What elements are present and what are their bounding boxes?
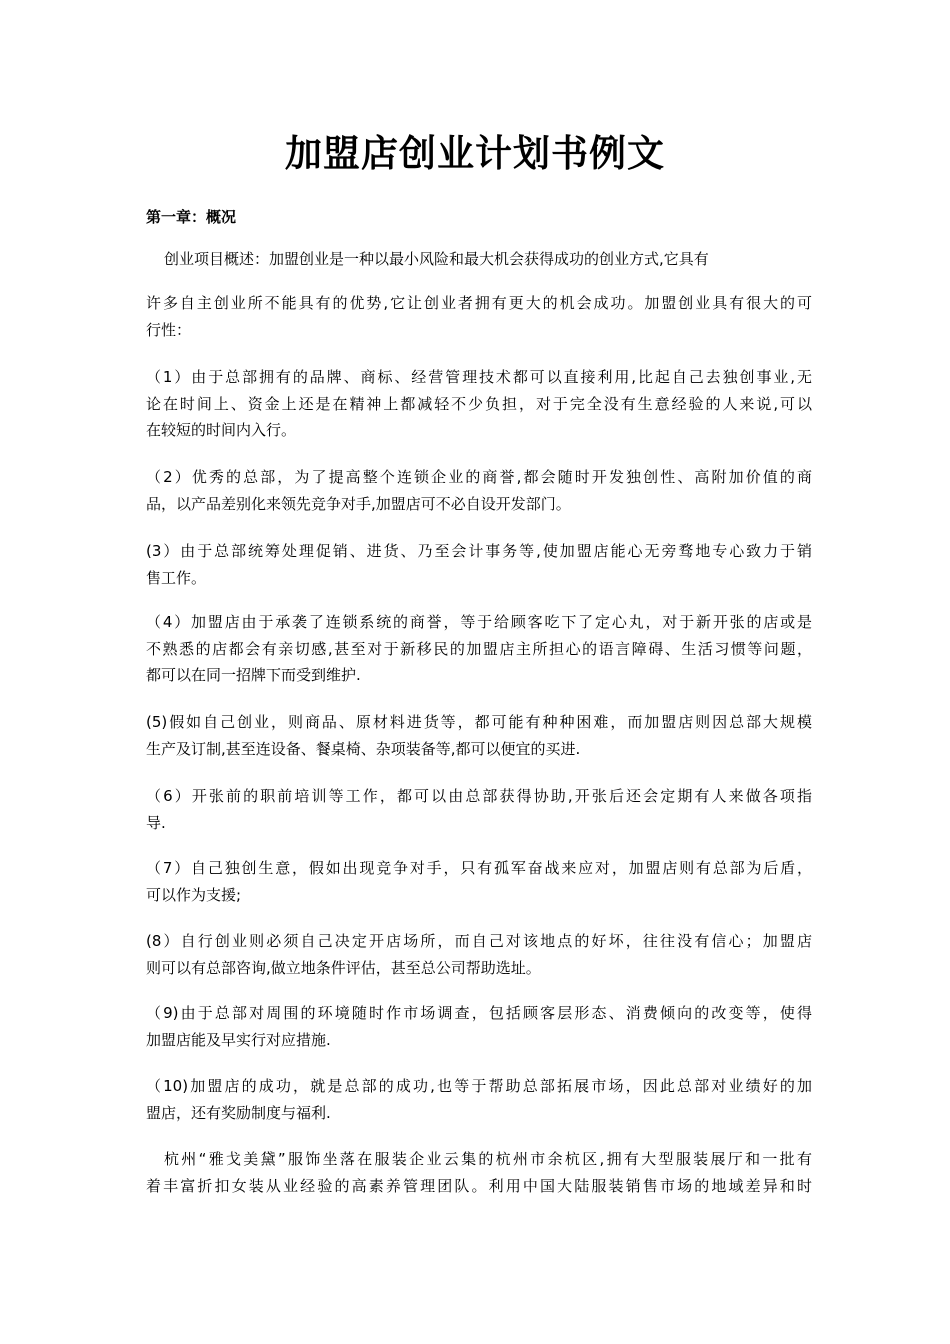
paragraph-line: 行性： bbox=[146, 320, 192, 339]
paragraph-line: （2）优秀的总部，为了提高整个连锁企业的商誉,都会随时开发独创性、高附加价值的商 bbox=[146, 468, 812, 486]
paragraph-item-10 bbox=[146, 1073, 812, 1126]
document-title: 加盟店创业计划书例文 bbox=[285, 132, 665, 175]
paragraph-line: 盟店，还有奖励制度与福利. bbox=[146, 1103, 331, 1122]
paragraph-line: 都可以在同一招牌下而受到维护. bbox=[146, 666, 361, 684]
paragraph-item-1 bbox=[146, 364, 812, 444]
paragraph-line: 着丰富折扣女装从业经验的高素养管理团队。利用中国大陆服装销售市场的地域差异和时 bbox=[146, 1176, 812, 1195]
chapter-heading: 第一章：概况 bbox=[146, 208, 237, 226]
paragraph-line: （7）自己独创生意，假如出现竞争对手，只有孤军奋战来应对，加盟店则有总部为后盾， bbox=[146, 859, 812, 877]
paragraph-line: 不熟悉的店都会有亲切感,甚至对于新移民的加盟店主所担心的语言障碍、生活习惯等问题， bbox=[146, 639, 812, 658]
paragraph-line: 导. bbox=[146, 813, 166, 832]
paragraph-line: 论在时间上、资金上还是在精神上都减轻不少负担，对于完全没有生意经验的人来说,可以 bbox=[146, 394, 812, 413]
paragraph-item-4 bbox=[146, 609, 812, 689]
paragraph-project-overview bbox=[146, 246, 812, 273]
paragraph-line: (3）由于总部统筹处理促销、进货、乃至会计事务等,使加盟店能心无旁骛地专心致力于销 bbox=[146, 542, 812, 560]
paragraph-item-8 bbox=[146, 928, 812, 981]
paragraph-item-2 bbox=[146, 464, 812, 517]
paragraph-line: （1）由于总部拥有的品牌、商标、经营管理技术都可以直接利用,比起自己去独创事业,无 bbox=[146, 368, 812, 386]
paragraph-line: (8）自行创业则必须自己决定开店场所，而自己对该地点的好坏，往往没有信心；加盟店 bbox=[146, 932, 812, 950]
paragraph-line: (5)假如自己创业，则商品、原材料进货等，都可能有种种困难，而加盟店则因总部大规模 bbox=[146, 713, 812, 731]
paragraph-advantages bbox=[146, 290, 812, 343]
paragraph-company-intro bbox=[146, 1146, 812, 1199]
paragraph-line: 售工作。 bbox=[146, 568, 207, 587]
paragraph-line: （6）开张前的职前培训等工作，都可以由总部获得协助,开张后还会定期有人来做各项指 bbox=[146, 787, 812, 805]
paragraph-line: （4）加盟店由于承袭了连锁系统的商誉，等于给顾客吃下了定心丸，对于新开张的店或是 bbox=[146, 613, 812, 631]
paragraph-item-7 bbox=[146, 855, 812, 908]
paragraph-item-6 bbox=[146, 783, 812, 836]
paragraph-line: 创业项目概述：加盟创业是一种以最小风险和最大机会获得成功的创业方式,它具有 bbox=[164, 250, 709, 268]
paragraph-line: 杭州“雅戈美黛”服饰坐落在服装企业云集的杭州市余杭区,拥有大型服装展厅和一批有 bbox=[164, 1150, 812, 1168]
paragraph-line: 品，以产品差别化来领先竞争对手,加盟店可不必自设开发部门。 bbox=[146, 494, 571, 513]
paragraph-line: 生产及订制,甚至连设备、餐桌椅、杂项装备等,都可以便宜的买进. bbox=[146, 739, 581, 758]
paragraph-line: （10)加盟店的成功，就是总部的成功,也等于帮助总部拓展市场，因此总部对业绩好的加 bbox=[146, 1077, 812, 1095]
paragraph-line: （9)由于总部对周围的环境随时作市场调查，包括顾客层形态、消费倾向的改变等，使得 bbox=[146, 1004, 812, 1022]
paragraph-line: 许多自主创业所不能具有的优势,它让创业者拥有更大的机会成功。加盟创业具有很大的可 bbox=[146, 294, 812, 312]
paragraph-item-3 bbox=[146, 538, 812, 591]
paragraph-line: 加盟店能及早实行对应措施. bbox=[146, 1030, 331, 1049]
paragraph-item-9 bbox=[146, 1000, 812, 1053]
paragraph-line: 则可以有总部咨询,做立地条件评估，甚至总公司帮助选址。 bbox=[146, 958, 541, 977]
paragraph-line: 可以作为支援; bbox=[146, 885, 242, 904]
paragraph-item-5 bbox=[146, 709, 812, 762]
paragraph-line: 在较短的时间内入行。 bbox=[146, 421, 297, 439]
